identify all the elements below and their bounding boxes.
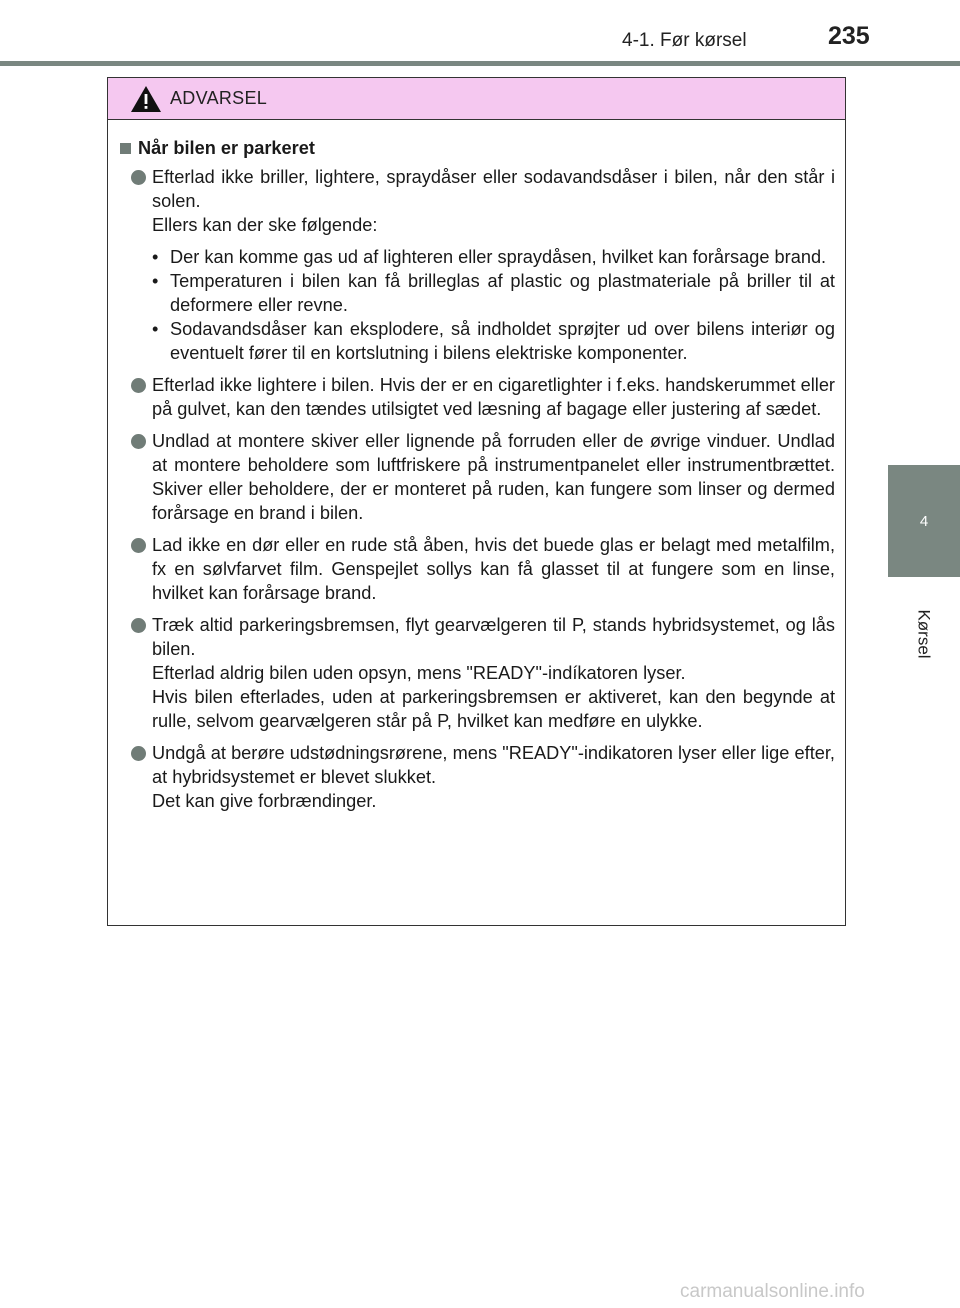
subheading: [118, 136, 835, 160]
item-text: Efterlad ikke briller, lightere, spraydåser eller sodavandsdåser i bilen, når den står i solen.: [152, 167, 835, 211]
item-text: Lad ikke en dør eller en rude stå åben, hvis det buede glas er belagt med metalfilm, fx en sølvfarvet film. Genspejlet sollys kan få glasset til at fungere som en linse, hvilket kan forårsage brand.: [152, 535, 835, 603]
warning-item: [118, 373, 835, 421]
item-text: Undlad at montere skiver eller lignende på forruden eller de øvrige vinduer. Undlad at montere beholdere som luftfriskere på instrumentpanelet eller instrumentbrættet. Skiver eller beholdere, der er monteret på ruden, kan fungere som linser og dermed forårsage en brand i bilen.: [152, 431, 835, 523]
warning-item: [118, 533, 835, 605]
subheading-text: Når bilen er parkeret: [138, 138, 315, 158]
warning-box: [107, 77, 846, 926]
bullet-dot-icon: [131, 746, 146, 761]
item-text: Træk altid parkeringsbremsen, flyt gearvælgeren til P, stands hybridsystemet, og lås bilen.: [152, 615, 835, 659]
item-text: Efterlad aldrig bilen uden opsyn, mens "READY"-indíkatoren lyser.: [152, 663, 686, 683]
item-text: Efterlad ikke lightere i bilen. Hvis der er en cigaretlighter i f.eks. handskerummet eller på gulvet, kan den tændes utilsigtet ved læsning af bagage eller justering af sædet.: [152, 375, 835, 419]
sub-list-item: • Der kan komme gas ud af lighteren eller spraydåsen, hvilket kan forårsage brand.: [152, 245, 835, 269]
bullet-dot-icon: [131, 378, 146, 393]
warning-item: [118, 429, 835, 525]
item-text: Hvis bilen efterlades, uden at parkeringsbremsen er aktiveret, kan den begynde at rulle, selvom gearvælgeren står på P, hvilket kan medføre en ulykke.: [152, 687, 835, 731]
warning-header: [108, 78, 845, 120]
bullet-dot-icon: [131, 434, 146, 449]
warning-item: [118, 165, 835, 365]
sub-list-item: • Sodavandsdåser kan eksplodere, så indholdet sprøjter ud over bilens interiør og eventuelt fører til en kortslutning i bilens elektriske komponenter.: [152, 317, 835, 365]
sub-list: [152, 245, 835, 365]
page-number: 235: [828, 22, 870, 50]
warning-title: ADVARSEL: [170, 88, 268, 108]
header-rule: [0, 61, 960, 66]
square-bullet-icon: [120, 143, 131, 154]
watermark: carmanualsonline.info: [680, 1281, 865, 1302]
chapter-title-label: Kørsel: [915, 609, 934, 659]
warning-triangle-icon: [130, 85, 162, 113]
item-text: Ellers kan der ske følgende:: [152, 215, 378, 235]
warning-item: [118, 741, 835, 813]
warning-body: [108, 120, 845, 813]
bullet-dot-icon: [131, 170, 146, 185]
item-text: Det kan give forbrændinger.: [152, 791, 377, 811]
sub-list-item: • Temperaturen i bilen kan få brilleglas af plastic og plastmateriale på briller til at deformere eller revne.: [152, 269, 835, 317]
bullet-dot-icon: [131, 538, 146, 553]
warning-item: [118, 613, 835, 733]
chapter-title: [888, 584, 960, 684]
chapter-tab: [888, 465, 960, 577]
chapter-number: 4: [919, 512, 929, 530]
bullet-dot-icon: [131, 618, 146, 633]
item-text: Undgå at berøre udstødningsrørene, mens "READY"-indikatoren lyser eller lige efter, at hybridsystemet er blevet slukket.: [152, 743, 835, 787]
section-title: 4-1. Før kørsel: [622, 30, 747, 51]
